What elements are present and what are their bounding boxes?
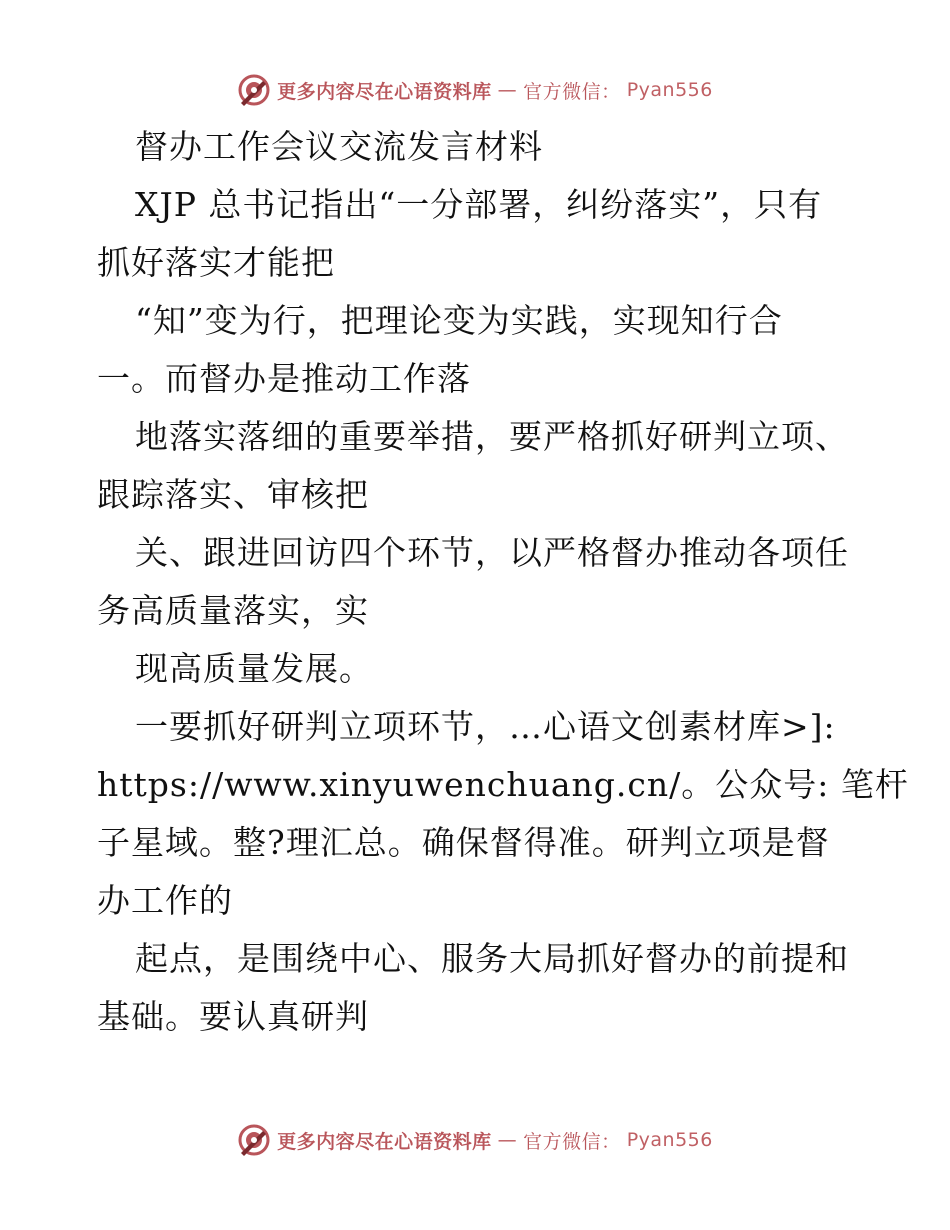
footer-watermark-banner xyxy=(0,1120,950,1160)
footer-banner-inner xyxy=(237,1123,713,1157)
header-banner-inner xyxy=(237,73,713,107)
text-line: “知”变为行，把理论变为实践，实现知行合 xyxy=(135,301,783,340)
header-separator: — xyxy=(497,79,518,101)
footer-account-label: 官方微信： xyxy=(523,1130,621,1153)
text-line: 现高质量发展。 xyxy=(135,649,373,688)
header-watermark-banner xyxy=(0,70,950,110)
text-line: 一要抓好研判立项环节，…心语文创素材库>]: xyxy=(135,707,836,746)
header-brand-text: 更多内容尽在心语资料库 xyxy=(277,80,492,103)
footer-brand-text: 更多内容尽在心语资料库 xyxy=(277,1130,492,1153)
text-line: 子星域。整?理汇总。确保督得准。研判立项是督 xyxy=(97,823,830,862)
text-line: 务高质量落实，实 xyxy=(97,591,369,630)
text-line: 关、跟进回访四个环节，以严格督办推动各项任 xyxy=(135,533,849,572)
document-title: 督办工作会议交流发言材料 xyxy=(135,127,543,166)
text-line: 办工作的 xyxy=(97,881,233,920)
text-line: 一。而督办是推动工作落 xyxy=(97,359,471,398)
document-body xyxy=(97,118,909,1046)
text-line: 地落实落细的重要举措，要严格抓好研判立项、 xyxy=(135,417,849,456)
text-line: 抓好落实才能把 xyxy=(97,243,335,282)
header-account-id: Pyan556 xyxy=(626,79,713,101)
pen-logo-icon xyxy=(237,73,271,107)
footer-separator: — xyxy=(497,1129,518,1151)
text-line: 起点，是围绕中心、服务大局抓好督办的前提和 xyxy=(135,939,849,978)
text-line: XJP 总书记指出“一分部署，纠纷落实”，只有 xyxy=(135,185,823,224)
text-line: 跟踪落实、审核把 xyxy=(97,475,369,514)
text-line: 基础。要认真研判 xyxy=(97,997,369,1036)
footer-account-id: Pyan556 xyxy=(626,1129,713,1151)
pen-logo-icon xyxy=(237,1123,271,1157)
text-line-url: https://www.xinyuwenchuang.cn/。公众号: 笔杆 xyxy=(97,765,909,804)
header-account-label: 官方微信： xyxy=(523,80,621,103)
